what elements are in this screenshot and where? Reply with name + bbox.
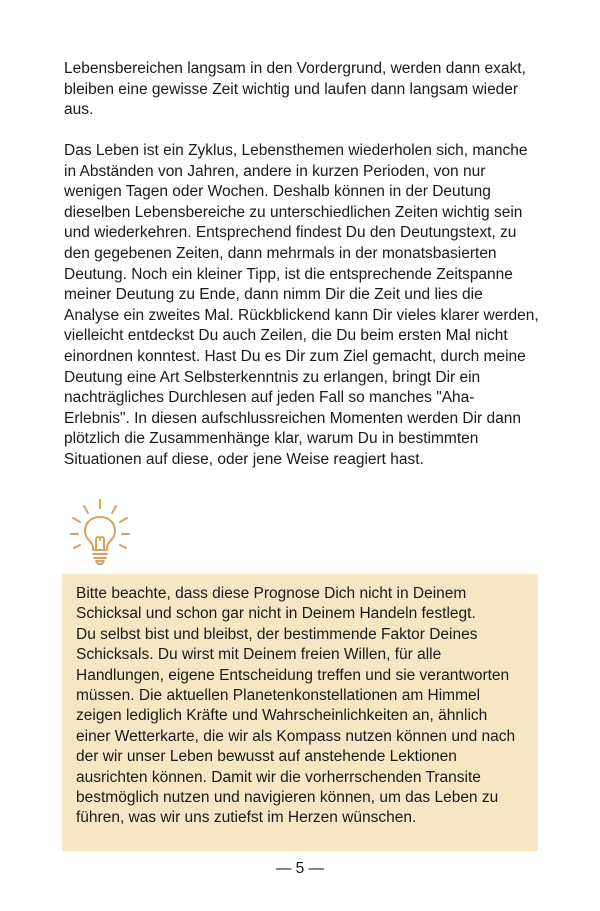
lightbulb-icon — [64, 498, 136, 570]
note-text: Bitte beachte, dass diese Prognose Dich nicht in Deinem Schicksal und schon gar nicht in Deinem Handeln festlegt. Du selbst bist und bleibst, der bestimmende Faktor Deines Schicksals. Du wirst mit Deinem freien Willen, für alle Handlungen, eigene Entscheidung treffen und sie verantworten müssen. Die aktuellen Planetenkonstellationen am Himmel zeigen lediglich Kräfte und Wahrscheinlichkeiten an, ähnlich einer Wetterkarte, die wir als Kompass nutzen können und nach der wir unser Leben bewusst auf anstehende Lektionen ausrichten können. Damit wir die vorherrschenden Transite bestmöglich nutzen und navigieren können, um das Leben zu führen, was wir uns zutiefst im Herzen wünschen. — [76, 585, 516, 827]
page-number: — 5 — — [275, 860, 325, 877]
note-box — [62, 574, 538, 851]
body-paragraph: Das Leben ist ein Zyklus, Lebensthemen wiederholen sich, manche in Abständen von Jahren, andere in kurzen Perioden, von nur wenigen Tagen oder Wochen. Deshalb können in der Deutung dieselben Lebensbereiche zu unterschiedlichen Zeiten wichtig sein und wiederkehren. Entsprechend findest Du den Deutungstext, zu den gegebenen Zeiten, dann mehrmals in der monatsbasierten Deutung. Noch ein kleiner Tipp, ist die entsprechende Zeitspanne meiner Deutung zu Ende, dann nimm Dir die Zeit und lies die Analyse ein zweites Mal. Rückblickend kann Dir vieles klarer werden, vielleicht entdeckst Du auch Zeilen, die Du beim ersten Mal nicht einordnen konntest. Hast Du es Dir zum Ziel gemacht, durch meine Deutung eine Art Selbsterkenntnis zu erlangen, bringt Dir ein nachträgliches Durchlesen auf jeden Fall so manches "Aha- Erlebnis". In diesen aufschlussreichen Momenten werden Dir dann plötzlich die Zusammenhänge klar, warum Du in bestimmten Situationen auf diese, oder jene Weise reagiert hast. — [64, 142, 539, 468]
body-paragraph: Lebensbereichen langsam in den Vordergrund, werden dann exakt, bleiben eine gewisse Zeit wichtig und laufen dann langsam wieder aus. — [64, 60, 526, 119]
